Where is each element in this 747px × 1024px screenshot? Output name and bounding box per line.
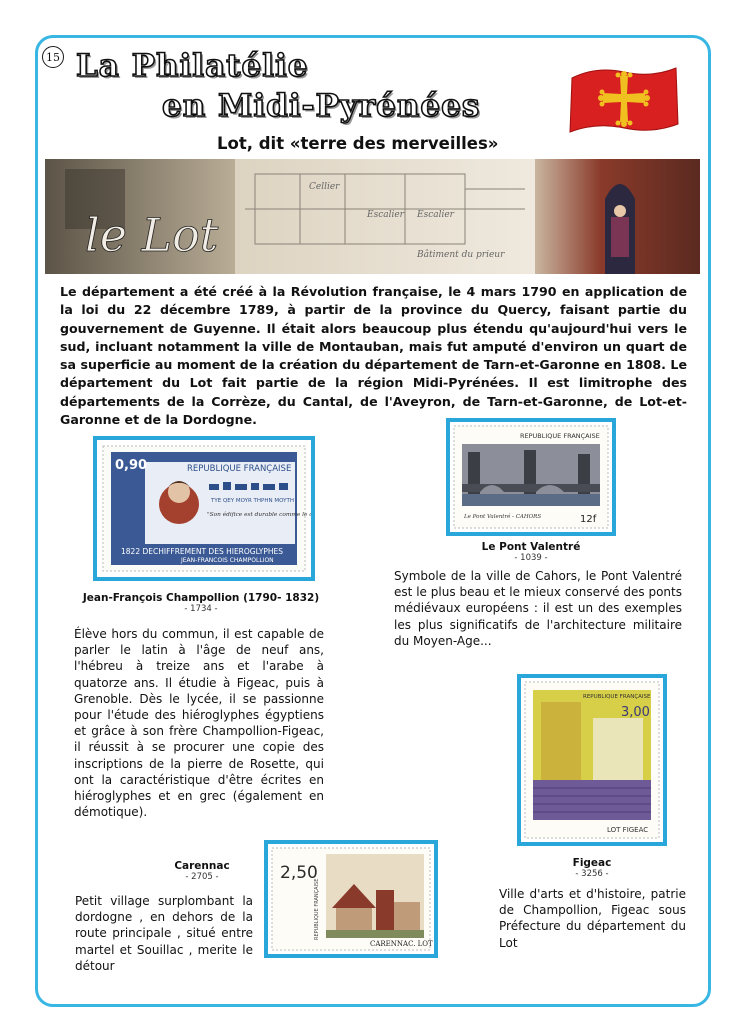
svg-text:0,90: 0,90 bbox=[115, 458, 148, 473]
svg-text:REPUBLIQUE FRANÇAISE: REPUBLIQUE FRANÇAISE bbox=[187, 464, 292, 474]
description-pont-valentre: Symbole de la ville de Cahors, le Pont Valentré est le plus beau et le mieux conservé des ponts médiévaux européens : il est un des exemples les plus significatifs de l'architecture militaire du Moyen-Age... bbox=[394, 569, 682, 648]
caption-champollion bbox=[66, 592, 336, 614]
svg-text:LOT FIGEAC: LOT FIGEAC bbox=[607, 826, 649, 834]
caption-title: Carennac bbox=[174, 860, 230, 872]
description-figeac: Ville d'arts et d'histoire, patrie de Champollion, Figeac sous Préfecture du département du Lot bbox=[499, 887, 686, 950]
banner-logo: le Lot bbox=[85, 208, 219, 262]
description-champollion: Élève hors du commun, il est capable de parler le latin à l'âge de neuf ans, l'hébreu à treize ans et l'arabe à quatorze ans. Il étudie à Figeac, puis à Grenoble. Dès le lycée, il se passionne pour l'étude des hiéroglyphes égyptiens et grâce à son frère Champollion-Figeac, il réussit à se procurer une copie des inscriptions de la pierre de Rosette, qui ont la caractéristique d'être écrites en hiéroglyphes et en grec (également en démotique). bbox=[74, 627, 324, 820]
svg-text:Escalier: Escalier bbox=[367, 210, 404, 220]
stamp-carennac bbox=[264, 840, 438, 958]
svg-text:REPUBLIQUE FRANÇAISE: REPUBLIQUE FRANÇAISE bbox=[314, 878, 320, 940]
page-subtitle: Lot, dit «terre des merveilles» bbox=[217, 134, 499, 153]
caption-title: Figeac bbox=[572, 857, 612, 869]
page-title-line-2: en Midi-Pyrénées bbox=[162, 88, 481, 124]
svg-text:Le Pont Valentré - CAHORS: Le Pont Valentré - CAHORS bbox=[464, 514, 542, 520]
catalog-number: - 1039 - bbox=[514, 553, 548, 563]
svg-text:2,50: 2,50 bbox=[280, 863, 318, 883]
caption-title: Jean-François Champollion (1790- 1832) bbox=[82, 592, 320, 604]
svg-text:Escalier: Escalier bbox=[417, 210, 454, 220]
page-number: 15 bbox=[42, 46, 64, 68]
occitan-flag bbox=[566, 62, 682, 136]
caption-pont-valentre bbox=[441, 541, 621, 563]
stamp-pont-valentre bbox=[446, 418, 616, 536]
svg-text:CARENNAC. LOT: CARENNAC. LOT bbox=[370, 940, 433, 948]
svg-text:1822 DECHIFFREMENT DES HIEROGL: 1822 DECHIFFREMENT DES HIEROGLYPHES bbox=[121, 547, 284, 556]
svg-text:JEAN-FRANCOIS CHAMPOLLION: JEAN-FRANCOIS CHAMPOLLION bbox=[181, 557, 274, 564]
svg-text:"Son édifice est durable comme: "Son édifice est durable comme le ciel" bbox=[207, 512, 311, 518]
svg-text:TYE QEY MOYR THPHN MOYTH: TYE QEY MOYR THPHN MOYTH bbox=[211, 498, 294, 504]
svg-text:REPUBLIQUE FRANÇAISE: REPUBLIQUE FRANÇAISE bbox=[583, 694, 651, 700]
svg-text:Cellier: Cellier bbox=[309, 182, 340, 192]
caption-figeac bbox=[511, 857, 673, 879]
catalog-number: - 1734 - bbox=[184, 604, 218, 614]
catalog-number: - 3256 - bbox=[575, 869, 609, 879]
description-carennac: Petit village surplombant la dordogne , en dehors de la route principale , situé entre martel et Souillac , merite le détour bbox=[75, 894, 253, 973]
stamp-champollion bbox=[93, 436, 315, 581]
svg-text:3,00: 3,00 bbox=[621, 705, 650, 720]
stamp-figeac bbox=[517, 674, 667, 846]
svg-text:12f: 12f bbox=[580, 514, 597, 525]
intro-paragraph: Le département a été créé à la Révolution française, le 4 mars 1790 en application de la loi du 22 décembre 1789, à partir de la province du Quercy, faisant partie du gouvernement de Guyenne. Il était alors beaucoup plus étendu qu'aujourd'hui vers le sud, incluant notamment la ville de Montauban, mais fut amputé d'environ un quart de sa superficie au moment de la création du département de Tarn-et-Garonne en 1808. Le département du Lot fait partie de la région Midi-Pyrénées. Il est limitrophe des départements de la Corrèze, du Cantal, de l'Aveyron, de Tarn-et-Garonne, de Lot-et-Garonne et de la Dordogne. bbox=[60, 284, 687, 428]
svg-text:REPUBLIQUE FRANÇAISE: REPUBLIQUE FRANÇAISE bbox=[520, 432, 600, 440]
svg-text:Bâtiment du prieur: Bâtiment du prieur bbox=[417, 250, 505, 260]
catalog-number: - 2705 - bbox=[185, 872, 219, 882]
caption-title: Le Pont Valentré bbox=[481, 541, 581, 553]
page-title-line-1: La Philatélie bbox=[76, 48, 309, 84]
header-banner bbox=[45, 159, 700, 274]
caption-carennac bbox=[162, 860, 242, 882]
